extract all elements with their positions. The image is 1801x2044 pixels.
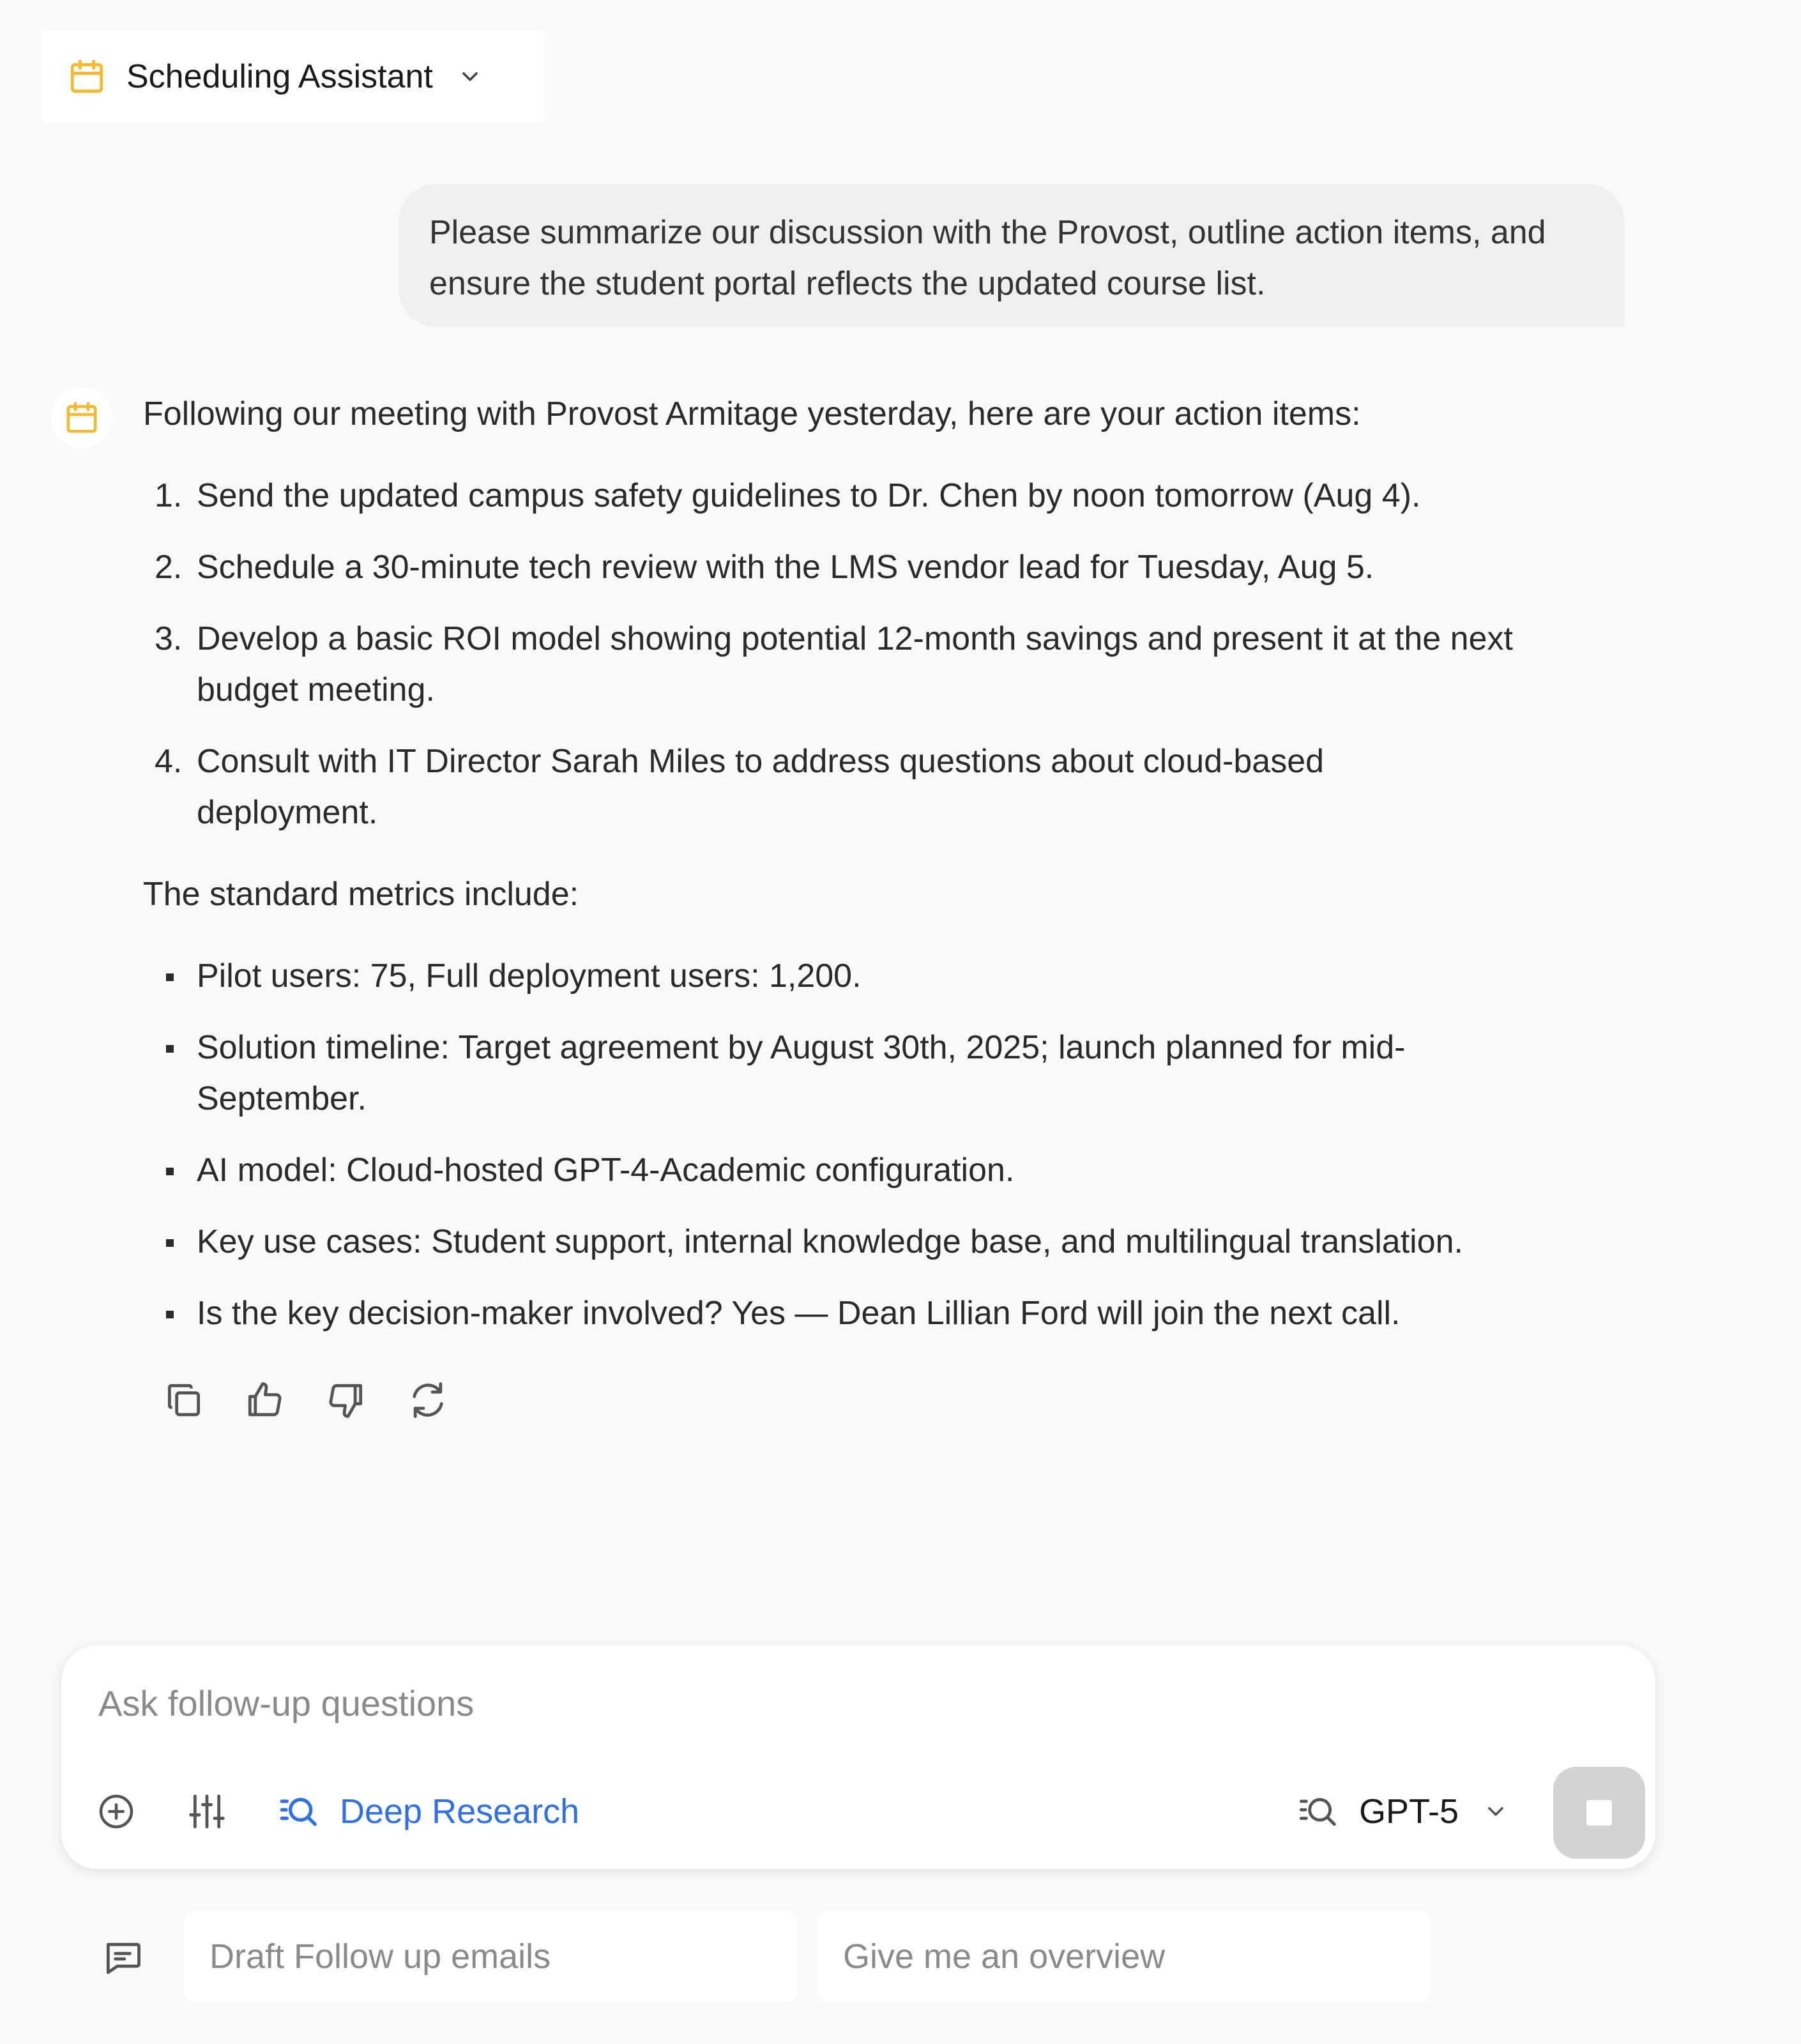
user-message: Please summarize our discussion with the Provost, outline action items, and ensure the student portal reflects the updated course list.	[399, 184, 1625, 327]
action-item-text: Consult with IT Director Sarah Miles to address questions about cloud-based	[197, 743, 1325, 780]
stop-button[interactable]	[1553, 1767, 1645, 1859]
bullet-marker	[166, 973, 174, 981]
assistant-title: Scheduling Assistant	[126, 58, 433, 95]
suggestion-chip[interactable]: Draft Follow up emails	[184, 1911, 797, 2002]
chevron-down-icon	[1483, 1799, 1508, 1824]
metric-text: Pilot users: 75, Full deployment users: 1,200.	[197, 957, 862, 995]
bullet-marker	[166, 1311, 174, 1318]
calendar-icon	[66, 56, 107, 97]
metric-item	[143, 1145, 1638, 1196]
composer	[61, 1645, 1655, 1869]
action-item-text-cont: budget meeting.	[197, 671, 435, 708]
deep-research-label: Deep Research	[340, 1792, 580, 1831]
assistant-avatar	[51, 387, 112, 448]
metric-item	[143, 1022, 1638, 1124]
action-item	[143, 736, 1638, 838]
search-list-icon	[1298, 1791, 1339, 1832]
action-item-text: Develop a basic ROI model showing potential 12-month savings and present it at the next	[197, 620, 1513, 657]
bullet-marker	[166, 1168, 174, 1175]
metric-item	[143, 1216, 1638, 1267]
suggestion-chip[interactable]: Give me an overview	[817, 1911, 1431, 2002]
settings-sliders-icon[interactable]	[186, 1791, 227, 1832]
deep-research-button[interactable]	[278, 1787, 579, 1836]
regenerate-icon[interactable]	[406, 1378, 450, 1422]
thumbs-down-icon[interactable]	[324, 1378, 368, 1422]
assistant-selector[interactable]	[41, 31, 544, 123]
message-icon	[101, 1935, 144, 1979]
metric-text: Key use cases: Student support, internal knowledge base, and multilingual translation.	[197, 1223, 1463, 1260]
action-item-number: 2.	[155, 549, 183, 586]
metrics-heading: The standard metrics include:	[143, 876, 579, 913]
calendar-icon	[63, 399, 101, 437]
deep-research-icon	[278, 1791, 319, 1832]
action-item-number: 4.	[155, 743, 183, 780]
add-attachment-icon[interactable]	[96, 1791, 137, 1832]
model-label: GPT-5	[1359, 1792, 1459, 1831]
chevron-down-icon	[457, 64, 483, 89]
metric-text: AI model: Cloud-hosted GPT-4-Academic configuration.	[197, 1152, 1015, 1189]
stop-icon	[1586, 1800, 1612, 1826]
thumbs-up-icon[interactable]	[243, 1378, 286, 1422]
metric-item	[143, 1288, 1638, 1339]
action-item-number: 3.	[155, 620, 183, 657]
metric-text: Solution timeline: Target agreement by August 30th, 2025; launch planned for mid-	[197, 1029, 1406, 1066]
action-item-text: Schedule a 30-minute tech review with the LMS vendor lead for Tuesday, Aug 5.	[197, 549, 1374, 586]
action-item-number: 1.	[155, 477, 183, 514]
metric-text: Is the key decision-maker involved? Yes — Dean Lillian Ford will join the next call.	[197, 1295, 1401, 1332]
action-item	[143, 542, 1638, 593]
action-item-text-cont: deployment.	[197, 794, 378, 831]
action-item-text: Send the updated campus safety guidelines to Dr. Chen by noon tomorrow (Aug 4).	[197, 477, 1421, 514]
bullet-marker	[166, 1045, 174, 1053]
model-selector[interactable]	[1298, 1787, 1508, 1836]
assistant-intro: Following our meeting with Provost Armitage yesterday, here are your action items:	[143, 395, 1361, 432]
copy-icon[interactable]	[162, 1378, 206, 1422]
follow-up-input[interactable]	[97, 1674, 1377, 1732]
bullet-marker	[166, 1239, 174, 1247]
metric-text-cont: September.	[197, 1080, 367, 1117]
metric-item	[143, 950, 1638, 1002]
action-item	[143, 470, 1638, 521]
action-item	[143, 613, 1638, 715]
